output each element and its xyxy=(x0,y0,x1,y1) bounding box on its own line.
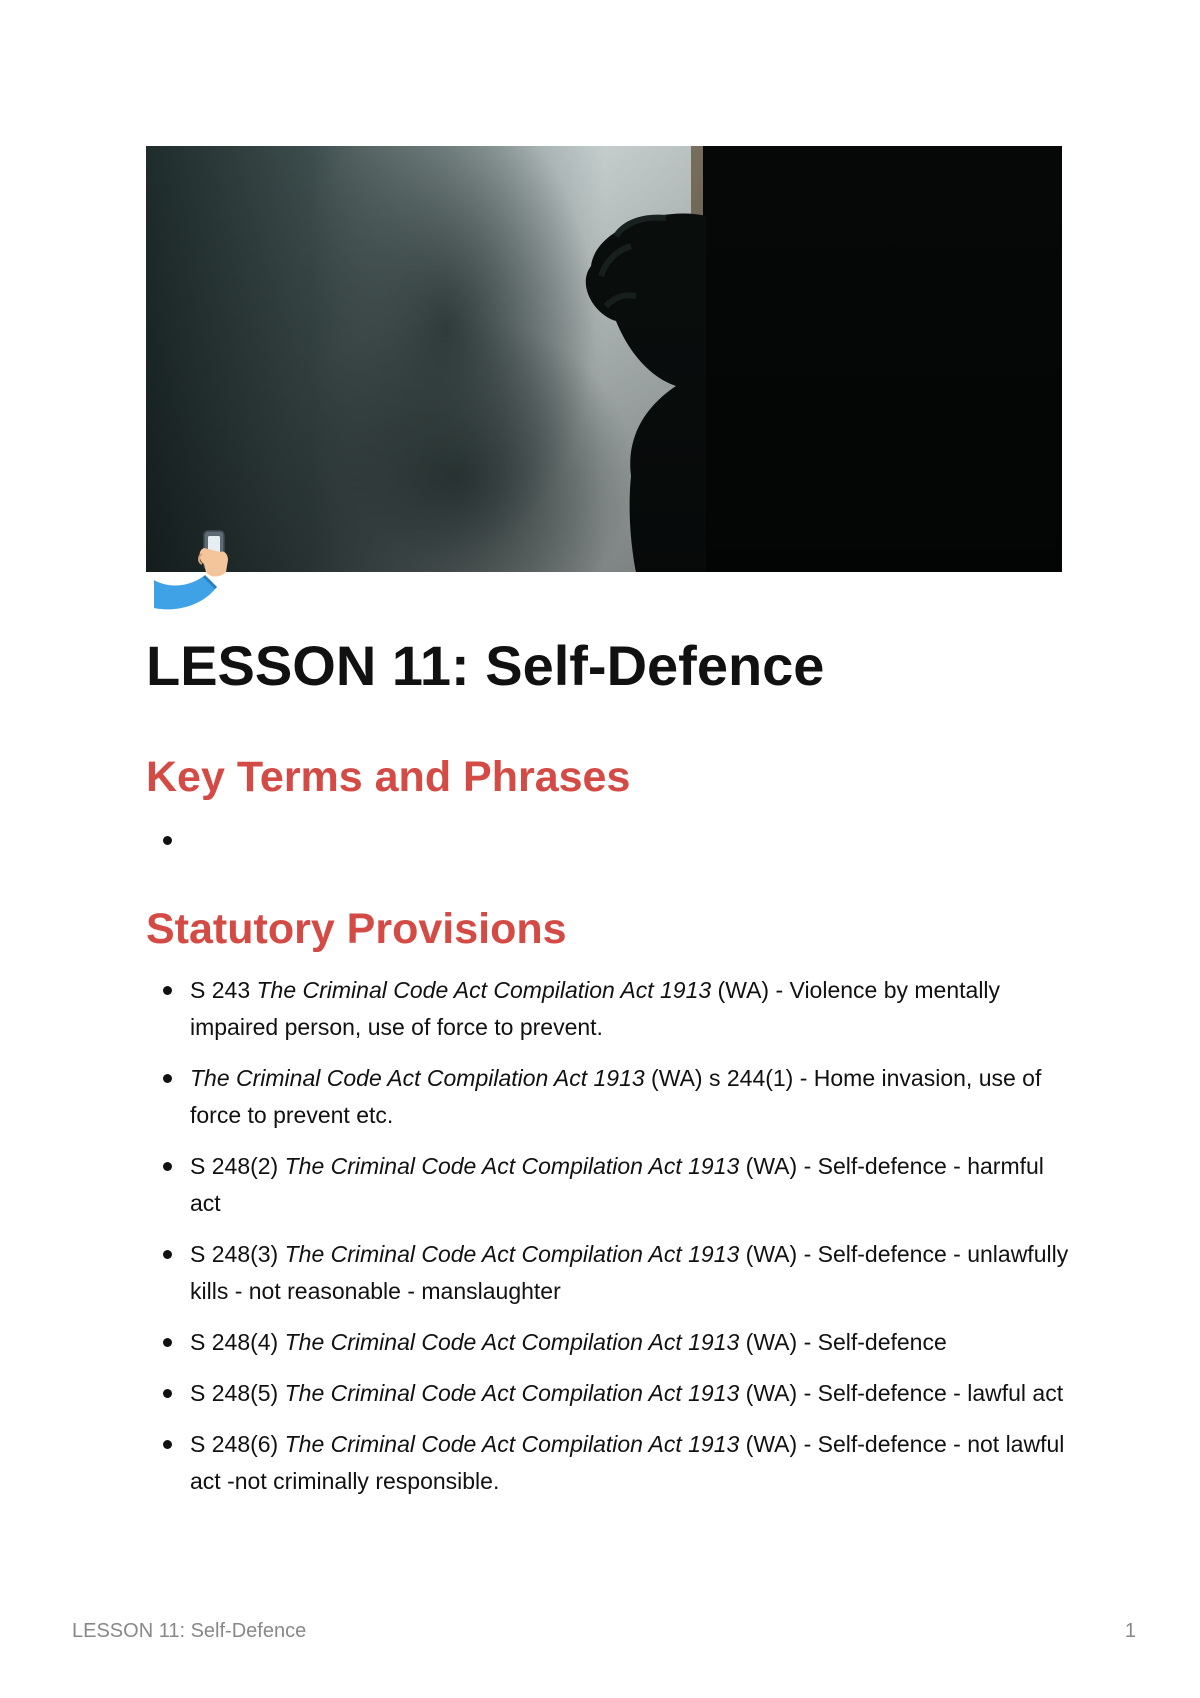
provision-description: (WA) - Self-defence - not lawful act -not criminally responsible. xyxy=(190,1431,1065,1494)
provision-section: S 248(5) xyxy=(190,1380,285,1406)
key-terms-list xyxy=(146,822,1076,836)
act-title: The Criminal Code Act Compilation Act 1913 xyxy=(284,1241,740,1267)
list-item xyxy=(146,1148,1076,1222)
section-heading-statutory-provisions: Statutory Provisions xyxy=(146,905,567,953)
page-title: LESSON 11: Self-Defence xyxy=(146,634,825,697)
provision-section: S 248(6) xyxy=(190,1431,285,1457)
footer-title: LESSON 11: Self-Defence xyxy=(72,1620,307,1642)
act-title: The Criminal Code Act Compilation Act 1913 xyxy=(284,1153,740,1179)
provision-description: (WA) - Self-defence - unlawfully kills - not reasonable - manslaughter xyxy=(190,1241,1069,1304)
provision-section: S 248(3) xyxy=(190,1241,285,1267)
provision-description: (WA) - Self-defence - lawful act xyxy=(739,1380,1064,1406)
provision-description: (WA) s 244(1) - Home invasion, use of force to prevent etc. xyxy=(190,1065,1042,1128)
provision-section: S 248(2) xyxy=(190,1153,285,1179)
provision-description: (WA) - Self-defence xyxy=(739,1329,947,1355)
provision-section: S 243 xyxy=(190,977,257,1003)
list-item xyxy=(146,1426,1076,1500)
provision-description: (WA) - Violence by mentally impaired person, use of force to prevent. xyxy=(190,977,1001,1040)
act-title: The Criminal Code Act Compilation Act 1913 xyxy=(190,1065,645,1091)
list-item xyxy=(146,1324,1076,1361)
act-title: The Criminal Code Act Compilation Act 1913 xyxy=(284,1329,740,1355)
page-number: 1 xyxy=(1124,1620,1136,1642)
act-title: The Criminal Code Act Compilation Act 1913 xyxy=(284,1431,740,1457)
silhouette-photo xyxy=(146,146,1062,572)
list-item xyxy=(146,1375,1076,1412)
selfie-hand-icon xyxy=(154,528,240,614)
section-heading-key-terms: Key Terms and Phrases xyxy=(146,753,631,801)
provision-description: (WA) - Self-defence - harmful act xyxy=(190,1153,1044,1216)
act-title: The Criminal Code Act Compilation Act 1913 xyxy=(284,1380,740,1406)
list-item xyxy=(146,972,1076,1046)
list-item xyxy=(146,1236,1076,1310)
act-title: The Criminal Code Act Compilation Act 1913 xyxy=(256,977,712,1003)
cover-image xyxy=(146,146,1062,572)
statutory-provisions-list xyxy=(146,972,1076,1514)
list-item xyxy=(146,1060,1076,1134)
provision-section: S 248(4) xyxy=(190,1329,285,1355)
